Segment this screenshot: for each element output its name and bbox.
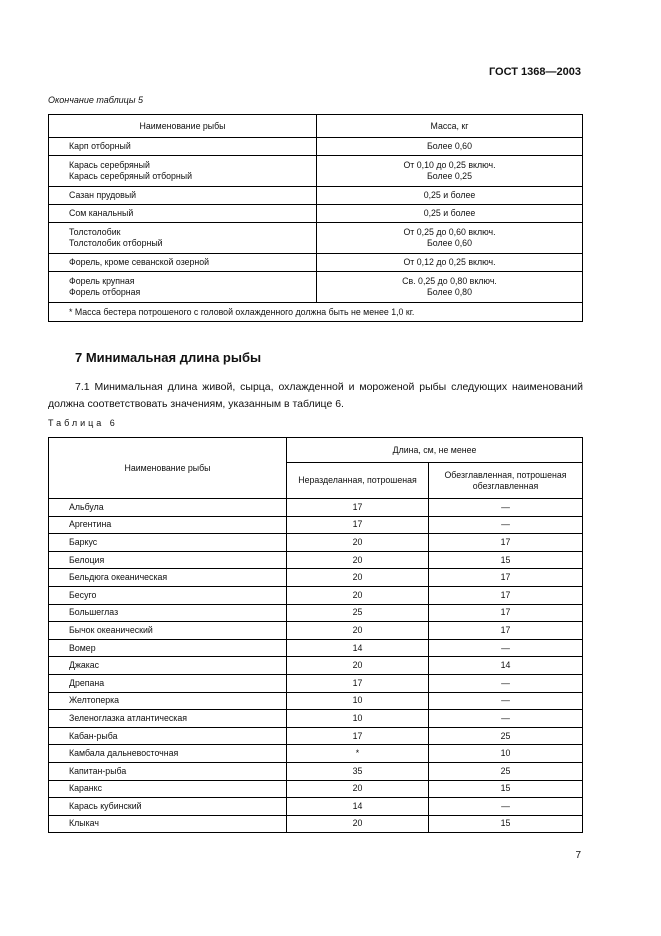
mass-value: 0,25 и более: [423, 208, 476, 218]
length-headless-cell: 17: [429, 604, 583, 622]
fish-name: Форель крупная: [69, 276, 135, 286]
fish-name-cell: [49, 156, 317, 187]
page-number: 7: [575, 850, 581, 861]
table-row: [49, 674, 583, 692]
fish-name: Форель отборная: [69, 287, 141, 297]
length-whole-cell: 20: [287, 815, 429, 833]
fish-name: Карп отборный: [69, 141, 131, 151]
length-headless-cell: 17: [429, 534, 583, 552]
length-whole-cell: *: [287, 745, 429, 763]
column-header-fish-name: Наименование рыбы: [49, 438, 287, 499]
table-row: [49, 745, 583, 763]
table-row: [49, 780, 583, 798]
table-row: [49, 138, 583, 156]
column-header-length-group: Длина, см, не менее: [287, 438, 583, 463]
table-6: [48, 437, 583, 833]
length-whole-cell: 20: [287, 622, 429, 640]
standard-number: ГОСТ 1368—2003: [488, 66, 581, 78]
length-whole-cell: 17: [287, 516, 429, 534]
fish-name-cell: Желтоперка: [49, 692, 287, 710]
fish-name-cell: Вомер: [49, 639, 287, 657]
table-row: [49, 657, 583, 675]
length-headless-cell: 15: [429, 551, 583, 569]
table-row: [49, 815, 583, 833]
mass-cell: [317, 254, 583, 272]
fish-name-cell: [49, 272, 317, 303]
table-row: [49, 762, 583, 780]
table-row: [49, 516, 583, 534]
length-whole-cell: 17: [287, 727, 429, 745]
fish-name-cell: [49, 187, 317, 205]
fish-name-cell: [49, 205, 317, 223]
fish-name-cell: Джакас: [49, 657, 287, 675]
length-headless-cell: —: [429, 639, 583, 657]
mass-value: Более 0,60: [427, 238, 472, 248]
section-title: 7 Минимальная длина рыбы: [75, 350, 262, 365]
fish-name-cell: Дрепана: [49, 674, 287, 692]
table-row: [49, 604, 583, 622]
fish-name-cell: Кабан-рыба: [49, 727, 287, 745]
section-paragraph: 7.1 Минимальная длина живой, сырца, охлажденной и мороженой рыбы следующих наименований должна соответствовать значениям, указанным в таблице 6.: [48, 381, 583, 410]
column-header-whole: Неразделанная, потрошеная: [287, 463, 429, 499]
length-whole-cell: 35: [287, 762, 429, 780]
length-headless-cell: 15: [429, 815, 583, 833]
mass-value: От 0,10 до 0,25 включ.: [403, 160, 496, 170]
length-whole-cell: 25: [287, 604, 429, 622]
fish-name-cell: Клыкач: [49, 815, 287, 833]
length-headless-cell: —: [429, 692, 583, 710]
length-whole-cell: 17: [287, 674, 429, 692]
fish-name: Сазан прудовый: [69, 190, 137, 200]
fish-name-cell: Бесуго: [49, 586, 287, 604]
table-row: [49, 586, 583, 604]
fish-name-cell: Баркус: [49, 534, 287, 552]
fish-name-cell: Капитан-рыба: [49, 762, 287, 780]
table-row: [49, 551, 583, 569]
table-row: [49, 499, 583, 517]
length-whole-cell: 17: [287, 499, 429, 517]
length-whole-cell: 20: [287, 657, 429, 675]
length-headless-cell: —: [429, 674, 583, 692]
mass-value: Более 0,25: [427, 171, 472, 181]
table-row: [49, 622, 583, 640]
column-header-fish-name: Наименование рыбы: [49, 115, 317, 138]
fish-name-cell: Каранкс: [49, 780, 287, 798]
length-headless-cell: 17: [429, 569, 583, 587]
column-header-headless: Обезглавленная, потрошеная обезглавленная: [429, 463, 583, 499]
length-whole-cell: 10: [287, 710, 429, 728]
fish-name-cell: [49, 138, 317, 156]
fish-name-cell: Большеглаз: [49, 604, 287, 622]
length-headless-cell: 15: [429, 780, 583, 798]
fish-name-cell: Камбала дальневосточная: [49, 745, 287, 763]
mass-cell: [317, 138, 583, 156]
fish-name-cell: Бельдюга океаническая: [49, 569, 287, 587]
mass-cell: [317, 187, 583, 205]
table-row: [49, 272, 583, 303]
table-row: [49, 156, 583, 187]
table-continuation-label: Окончание таблицы 5: [48, 95, 143, 105]
fish-name-cell: Альбула: [49, 499, 287, 517]
mass-cell: [317, 156, 583, 187]
fish-name: Толстолобик: [69, 227, 121, 237]
mass-cell: [317, 223, 583, 254]
mass-value: От 0,25 до 0,60 включ.: [403, 227, 496, 237]
table-row: [49, 534, 583, 552]
fish-name-cell: Карась кубинский: [49, 798, 287, 816]
length-whole-cell: 20: [287, 780, 429, 798]
table-row: [49, 798, 583, 816]
table-note: * Масса бестера потрошеного с головой охлажденного должна быть не менее 1,0 кг.: [49, 303, 583, 322]
length-headless-cell: —: [429, 516, 583, 534]
table-row: [49, 569, 583, 587]
table-row: [49, 223, 583, 254]
length-whole-cell: 14: [287, 798, 429, 816]
length-headless-cell: 25: [429, 762, 583, 780]
mass-cell: [317, 205, 583, 223]
length-headless-cell: —: [429, 499, 583, 517]
mass-value: 0,25 и более: [423, 190, 476, 200]
fish-name: Толстолобик отборный: [69, 238, 163, 248]
length-headless-cell: 17: [429, 622, 583, 640]
length-whole-cell: 20: [287, 569, 429, 587]
fish-name-cell: [49, 254, 317, 272]
length-headless-cell: —: [429, 710, 583, 728]
table-row: [49, 727, 583, 745]
table-6-caption: Таблица 6: [48, 418, 118, 428]
table-row: [49, 692, 583, 710]
fish-name-cell: Бычок океанический: [49, 622, 287, 640]
mass-value: Более 0,60: [427, 141, 472, 151]
fish-name-cell: [49, 223, 317, 254]
fish-name: Карась серебряный отборный: [69, 171, 192, 181]
table-row: [49, 187, 583, 205]
mass-cell: [317, 272, 583, 303]
length-whole-cell: 20: [287, 551, 429, 569]
length-whole-cell: 20: [287, 534, 429, 552]
mass-value: От 0,12 до 0,25 включ.: [403, 257, 496, 267]
table-row: [49, 639, 583, 657]
table-row: [49, 710, 583, 728]
fish-name: Форель, кроме севанской озерной: [69, 257, 210, 267]
table-row: [49, 254, 583, 272]
mass-value: Св. 0,25 до 0,80 включ.: [402, 276, 497, 286]
column-header-mass: Масса, кг: [317, 115, 583, 138]
length-whole-cell: 10: [287, 692, 429, 710]
fish-name-cell: Зеленоглазка атлантическая: [49, 710, 287, 728]
table-note-row: [49, 303, 583, 322]
fish-name: Карась серебряный: [69, 160, 150, 170]
fish-name-cell: Аргентина: [49, 516, 287, 534]
length-headless-cell: 14: [429, 657, 583, 675]
length-whole-cell: 20: [287, 586, 429, 604]
length-headless-cell: 17: [429, 586, 583, 604]
length-headless-cell: 10: [429, 745, 583, 763]
length-headless-cell: —: [429, 798, 583, 816]
fish-name: Сом канальный: [69, 208, 134, 218]
length-headless-cell: 25: [429, 727, 583, 745]
fish-name-cell: Белоция: [49, 551, 287, 569]
table-row: [49, 205, 583, 223]
table-5: [48, 114, 583, 322]
mass-value: Более 0,80: [427, 287, 472, 297]
length-whole-cell: 14: [287, 639, 429, 657]
